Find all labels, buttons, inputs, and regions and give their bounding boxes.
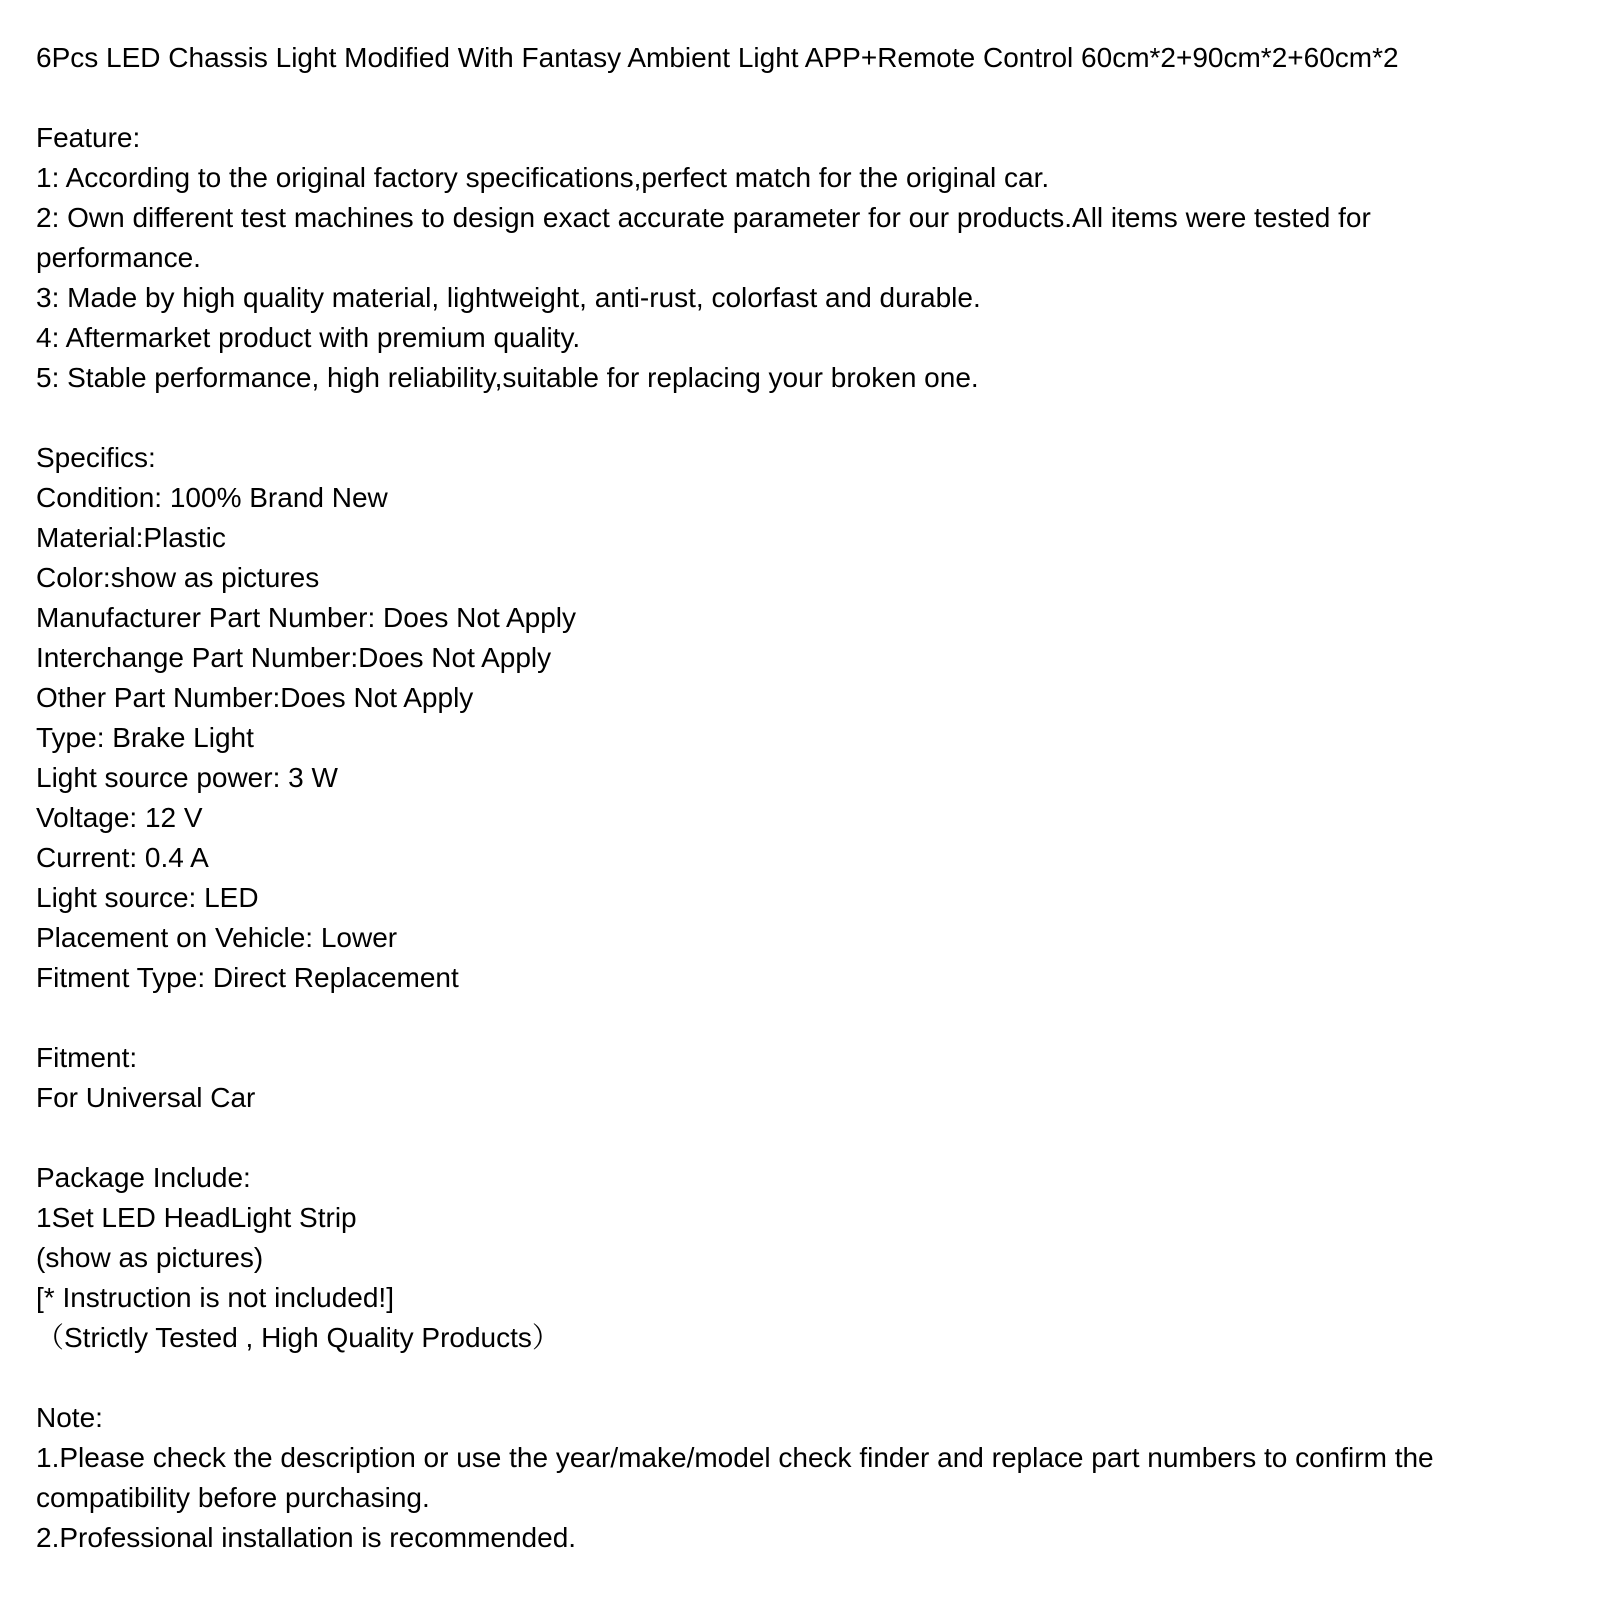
note-item: 1.Please check the description or use the year/make/model check finder and replace part numbers to confirm the compatibility before purchasing.	[36, 1442, 1442, 1513]
spec-type: Type: Brake Light	[36, 722, 254, 753]
package-item: (show as pictures)	[36, 1242, 264, 1273]
section-specifics	[36, 438, 1526, 998]
feature-item: 1: According to the original factory specifications,perfect match for the original car.	[36, 162, 1050, 193]
feature-item: 2: Own different test machines to design exact accurate parameter for our products.All items were tested for performance.	[36, 202, 1379, 273]
package-item: 1Set LED HeadLight Strip	[36, 1202, 357, 1233]
spec-light-source-power: Light source power: 3 W	[36, 762, 338, 793]
spec-light-source: Light source: LED	[36, 882, 259, 913]
section-package-include	[36, 1158, 1526, 1358]
note-item: 2.Professional installation is recommended.	[36, 1522, 577, 1553]
fitment-item: For Universal Car	[36, 1082, 256, 1113]
spec-current: Current: 0.4 A	[36, 842, 209, 873]
section-fitment	[36, 1038, 1526, 1118]
package-item: （Strictly Tested , High Quality Products）	[36, 1322, 560, 1353]
section-heading: Feature:	[36, 122, 141, 153]
feature-item: 5: Stable performance, high reliability,suitable for replacing your broken one.	[36, 362, 979, 393]
spec-other-part-number: Other Part Number:Does Not Apply	[36, 682, 474, 713]
section-note	[36, 1398, 1526, 1558]
package-item: [* Instruction is not included!]	[36, 1282, 394, 1313]
feature-item: 3: Made by high quality material, lightweight, anti-rust, colorfast and durable.	[36, 282, 981, 313]
spec-condition: Condition: 100% Brand New	[36, 482, 388, 513]
spec-voltage: Voltage: 12 V	[36, 802, 203, 833]
section-heading: Note:	[36, 1402, 103, 1433]
spec-interchange-part-number: Interchange Part Number:Does Not Apply	[36, 642, 552, 673]
section-heading: Specifics:	[36, 442, 156, 473]
product-title: 6Pcs LED Chassis Light Modified With Fantasy Ambient Light APP+Remote Control 60cm*2+90cm*2+60cm*2	[36, 42, 1399, 73]
spec-material: Material:Plastic	[36, 522, 226, 553]
spec-color: Color:show as pictures	[36, 562, 320, 593]
feature-item: 4: Aftermarket product with premium quality.	[36, 322, 581, 353]
spec-placement: Placement on Vehicle: Lower	[36, 922, 398, 953]
spec-manufacturer-part-number: Manufacturer Part Number: Does Not Apply	[36, 602, 577, 633]
spec-fitment-type: Fitment Type: Direct Replacement	[36, 962, 459, 993]
section-heading: Package Include:	[36, 1162, 251, 1193]
section-heading: Fitment:	[36, 1042, 138, 1073]
section-feature	[36, 118, 1526, 398]
